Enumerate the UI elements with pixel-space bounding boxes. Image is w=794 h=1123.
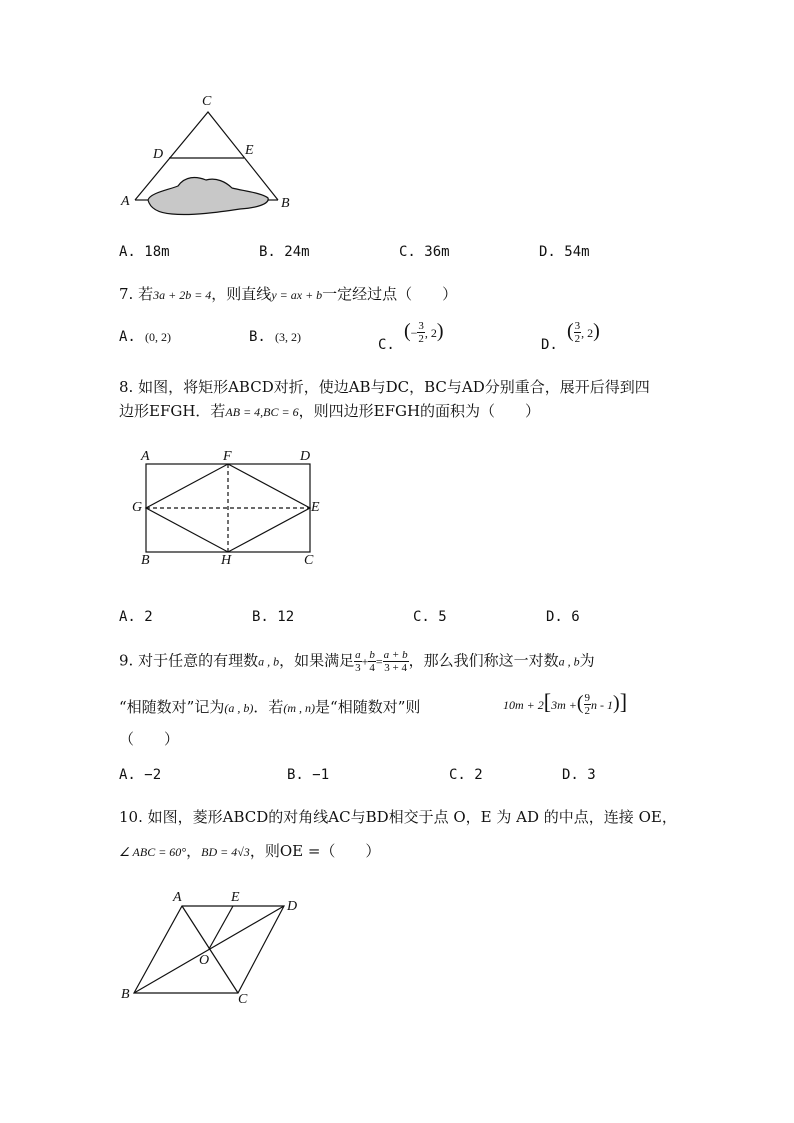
q8-label-b: B [141,553,150,568]
q7-condition: 3a + 2b = 4 [153,288,212,302]
q6-option-c[interactable]: C. 36m [399,244,450,260]
label-e: E [245,143,254,158]
q8-label-a: A [141,449,150,464]
q10-stem-line1: 10. 如图，菱形ABCD的对角线AC与BD相交于点 O，E 为 AD 的中点，连接 OE， [119,808,677,826]
label-c: C [202,94,212,109]
q7-option-c-letter: C. [378,337,395,353]
q7-option-d-tail: , 2 [581,326,594,340]
q7-option-c-fraction: $\frac{3}{2}$ [418,320,424,345]
q8-option-b[interactable]: B. 12 [252,609,295,625]
q7-option-a-letter: A. [119,329,136,345]
q7-mid: ，则直线 [211,285,272,303]
q6-option-b[interactable]: B. 24m [259,244,310,260]
q7-option-d-fraction: $\frac{3}{2}$ [574,320,581,345]
q9-option-b[interactable]: B. −1 [287,767,330,783]
q9-option-a[interactable]: A. −2 [119,767,162,783]
q7-option-d-letter: D. [541,337,558,353]
label-d: D [153,147,164,162]
q7-option-b-letter: B. [249,329,266,345]
q8-condition: AB = 4,BC = 6 [225,405,299,419]
q7-option-a[interactable] [119,326,171,345]
q6-option-d[interactable]: D. 54m [539,244,590,260]
q8-label-c: C [304,553,314,568]
q10-label-e: E [231,890,240,905]
q6-option-a[interactable]: A. 18m [119,244,170,260]
q10-label-b: B [121,987,130,1002]
q9-fraction-b4: $\frac{b}{4}$ [369,649,375,674]
q9-vars2: a , b [558,654,580,669]
q8-option-a[interactable]: A. 2 [119,609,153,625]
q8-label-g: G [132,500,143,515]
q8-option-c[interactable]: C. 5 [413,609,447,625]
q7-option-a-value: (0, 2) [144,330,171,344]
q9-fraction-a3: $\frac{a}{3}$ [355,649,361,674]
q9-option-c[interactable]: C. 2 [449,767,483,783]
q9-fraction-sum: $\frac{a + b}{3 + 4}$ [383,649,408,674]
q9-expression: 10m + 2[3m +( $\frac{9}{2}$ n - 1)] [503,689,628,717]
q8-label-h: H [221,553,232,568]
q10-angle: ∠ ABC = 60° [119,845,187,859]
q7-option-d[interactable]: D. ( $\frac{3}{2}$ , 2) [541,320,600,353]
q10-label-d: D [287,899,298,914]
q10-label-c: C [238,992,248,1007]
q7-option-b[interactable] [249,326,301,345]
q7-post: 一定经过点（ ） [322,285,458,303]
q7-stem [119,283,457,304]
q10-label-a: A [173,890,182,905]
q8-stem-line2: 边形EFGH．若AB = 4,BC = 6，则四边形EFGH的面积为（ ） [119,402,541,420]
q9-vars: a , b [258,654,280,669]
q9-stem-line1: 9. 对于任意的有理数a , b，如果满足 $\frac{a}{3}$ + $\frac{b}{4}$ = $\frac{a + b}{3 + 4}$ ，那么我们称这一对数a , b为 [119,649,595,674]
lake-shape [148,178,268,215]
q8-label-e: E [311,500,320,515]
q7-option-c-tail: , 2 [424,326,437,340]
label-b: B [281,196,290,211]
q7-option-b-value: (3, 2) [274,330,301,344]
q8-stem-line1: 8. 如图，将矩形ABCD对折，使边AB与DC，BC与AD分别重合，展开后得到四 [119,378,650,396]
q10-stem-line2: ∠ ABC = 60°，BD = 4√3，则OE =（ ） [119,842,381,860]
label-a: A [121,194,130,209]
q7-pre: 7. 若 [119,285,154,303]
q10-label-o: O [199,953,210,968]
q8-option-d[interactable]: D. 6 [546,609,580,625]
q10-bd: BD = 4√3 [201,845,250,859]
q9-stem-line2: “相随数对”记为(a , b)．若(m , n)是“相随数对”则 [119,698,421,716]
q9-option-d[interactable]: D. 3 [562,767,596,783]
q7-option-c-sign: − [410,326,418,340]
q7-option-c[interactable]: C. (− $\frac{3}{2}$ , 2) [378,320,444,353]
q9-pair-mn: (m , n) [283,701,316,715]
q9-pair-ab: (a , b) [224,701,254,715]
q7-line: y = ax + b [271,288,323,302]
q8-label-f: F [223,449,232,464]
q9-stem-line3: （ ） [119,730,180,748]
q8-label-d: D [300,449,311,464]
